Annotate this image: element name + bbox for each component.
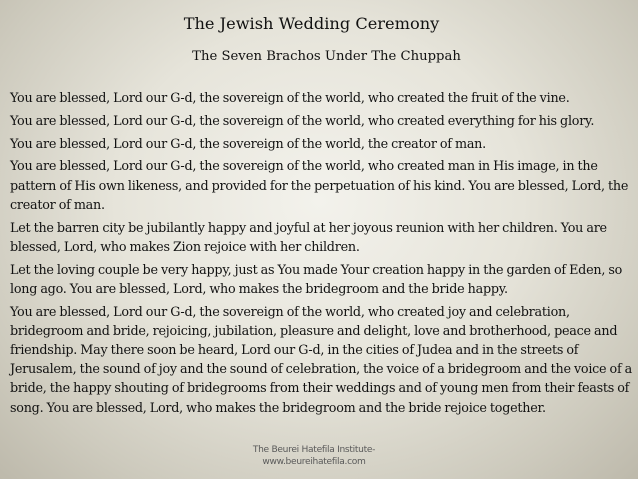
slide-title-text: The Jewish Wedding Ceremony bbox=[183, 14, 440, 33]
blessing-paragraph-5: Let the barren city be jubilantly happy and joyful at her joyous reunion with her children. You are blessed, Lord, who makes Zion rejoice with her children. bbox=[10, 220, 607, 255]
slide-subtitle bbox=[0, 49, 638, 64]
footer-url: www.beureihatefila.com bbox=[262, 457, 366, 467]
slide-subtitle-text: The Seven Brachos Under The Chuppah bbox=[192, 49, 461, 64]
blessing-paragraph-2: You are blessed, Lord our G-d, the sovereign of the world, who created everything for his glory. bbox=[10, 113, 595, 129]
slide-footer bbox=[248, 444, 380, 468]
blessing-paragraph-4: You are blessed, Lord our G-d, the sovereign of the world, who created man in His image, in the pattern of His own likeness, and provided for the perpetuation of his kind. You are blessed, Lord, the creator of man. bbox=[10, 159, 629, 213]
blessings-body bbox=[10, 89, 632, 421]
blessing-paragraph-3: You are blessed, Lord our G-d, the sovereign of the world, the creator of man. bbox=[10, 136, 486, 152]
blessing-paragraph-6: Let the loving couple be very happy, just as You made Your creation happy in the garden of Eden, so long ago. You are blessed, Lord, who makes the bridegroom and the bride happy. bbox=[10, 262, 623, 297]
blessing-paragraph-1: You are blessed, Lord our G-d, the sovereign of the world, who created the fruit of the vine. bbox=[10, 91, 570, 106]
slide-title bbox=[0, 14, 638, 33]
blessing-paragraph-7: You are blessed, Lord our G-d, the sovereign of the world, who created joy and celebration, bridegroom and bride, rejoicing, jubilation, pleasure and delight, love and brotherhood, peace and friendship. May there soon be heard, Lord our G-d, in the cities of Judea and in the streets of Jerusalem, the sound of joy and the sound of celebration, the voice of a bridegroom and the voice of a bride, the happy shouting of bridegrooms from their weddings and of young men from their feasts of song. You are blessed, Lord, who makes the bridegroom and the bride rejoice together. bbox=[10, 304, 633, 416]
footer-institute: The Beurei Hatefila Institute- bbox=[252, 445, 376, 455]
